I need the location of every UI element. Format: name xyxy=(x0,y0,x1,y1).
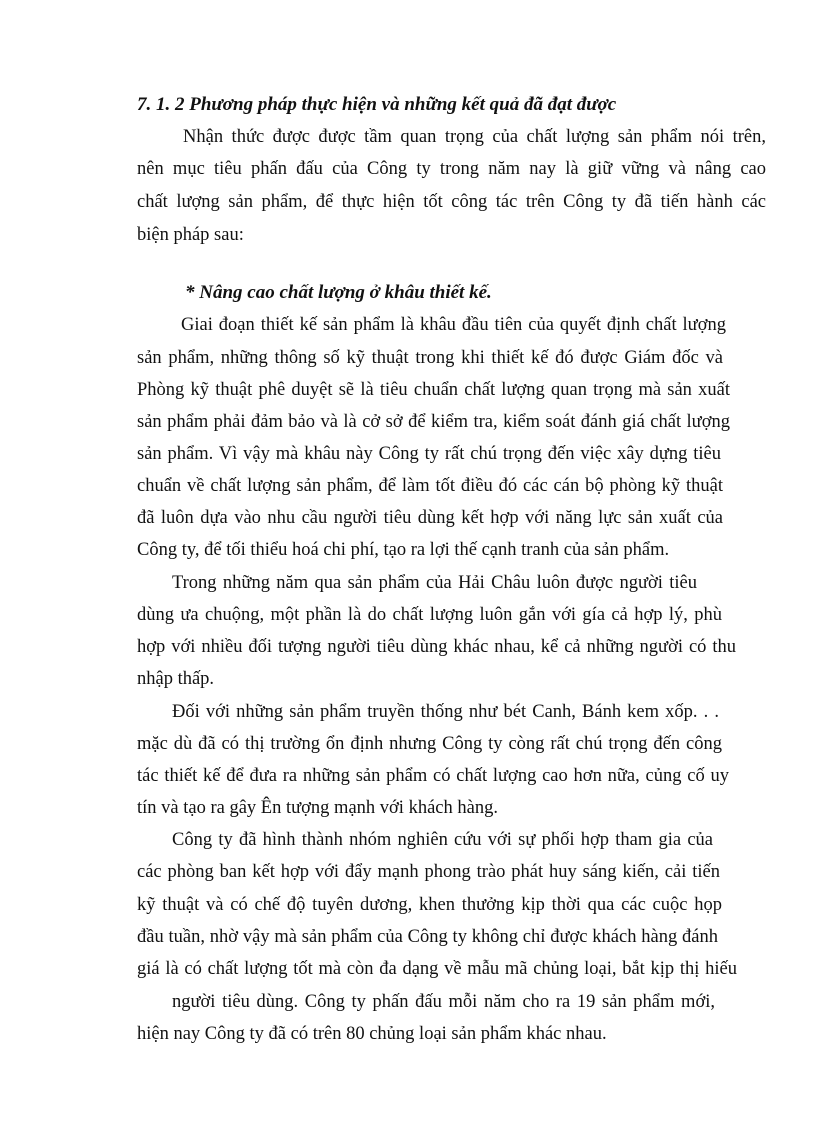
traditional-line-4: tín và tạo ra gây Ên tượng mạnh với khách hàng. xyxy=(137,798,498,818)
haichau-line-3: hợp với nhiều đối tượng người tiêu dùng khác nhau, kể cả những người có thu xyxy=(137,637,736,657)
traditional-line-2: mặc dù đã có thị trường ổn định nhưng Công ty còng rất chú trọng đến công xyxy=(137,734,722,754)
haichau-line-4: nhập thấp. xyxy=(137,669,215,689)
design-line-6: chuẩn về chất lượng sản phẩm, để làm tốt điều đó các cán bộ phòng kỹ thuật xyxy=(137,476,723,496)
research-line-7: hiện nay Công ty đã có trên 80 chủng loại sản phẩm khác nhau. xyxy=(137,1024,607,1044)
research-line-6: người tiêu dùng. Công ty phấn đấu mỗi năm cho ra 19 sản phẩm mới, xyxy=(172,992,715,1012)
design-line-7: đã luôn dựa vào nhu cầu người tiêu dùng kết hợp với năng lực sản xuất của xyxy=(137,508,723,528)
haichau-line-2: dùng ưa chuộng, một phần là do chất lượng luôn gắn với gía cả hợp lý, phù xyxy=(137,605,722,625)
intro-line-4: biện pháp sau: xyxy=(137,225,244,245)
traditional-line-1: Đối với những sản phẩm truyền thống như bét Canh, Bánh kem xốp. . . xyxy=(172,702,719,722)
intro-line-1: Nhận thức được được tầm quan trọng của chất lượng sản phẩm nói trên, xyxy=(183,127,766,147)
intro-line-3: chất lượng sản phẩm, để thực hiện tốt công tác trên Công ty đã tiến hành các xyxy=(137,192,766,212)
traditional-line-3: tác thiết kế để đưa ra những sản phẩm có chất lượng cao hơn nữa, củng cố uy xyxy=(137,766,729,786)
design-line-4: sản phẩm phải đảm bảo và là cở sở để kiểm tra, kiểm soát đánh giá chất lượng xyxy=(137,412,730,432)
research-line-1: Công ty đã hình thành nhóm nghiên cứu với sự phối hợp tham gia của xyxy=(172,830,713,850)
design-line-5: sản phẩm. Vì vậy mà khâu này Công ty rất chú trọng đến việc xây dựng tiêu xyxy=(137,444,721,464)
research-line-3: kỹ thuật và có chế độ tuyên dương, khen thưởng kịp thời qua các cuộc họp xyxy=(137,895,722,915)
subsection-heading: * Nâng cao chất lượng ở khâu thiết kế. xyxy=(185,282,492,303)
design-line-2: sản phẩm, những thông số kỹ thuật trong khi thiết kế đó được Giám đốc và xyxy=(137,348,723,368)
haichau-line-1: Trong những năm qua sản phẩm của Hải Châu luôn được người tiêu xyxy=(172,573,697,593)
research-line-4: đầu tuần, nhờ vậy mà sản phẩm của Công ty không chỉ được khách hàng đánh xyxy=(137,927,718,947)
intro-line-2: nên mục tiêu phấn đấu của Công ty trong năm nay là giữ vững và nâng cao xyxy=(137,159,766,179)
research-line-2: các phòng ban kết hợp với đẩy mạnh phong trào phát huy sáng kiến, cải tiến xyxy=(137,862,720,882)
section-heading: 7. 1. 2 Phương pháp thực hiện và những kết quả đã đạt được xyxy=(137,94,617,115)
research-line-5: giá là có chất lượng tốt mà còn đa dạng về mẫu mã chủng loại, bắt kịp thị hiếu xyxy=(137,959,737,979)
design-line-3: Phòng kỹ thuật phê duyệt sẽ là tiêu chuẩn chất lượng quan trọng mà sản xuất xyxy=(137,380,730,400)
design-line-1: Giai đoạn thiết kế sản phẩm là khâu đầu tiên của quyết định chất lượng xyxy=(181,315,726,335)
design-line-8: Công ty, để tối thiểu hoá chi phí, tạo ra lợi thế cạnh tranh của sản phẩm. xyxy=(137,540,670,560)
